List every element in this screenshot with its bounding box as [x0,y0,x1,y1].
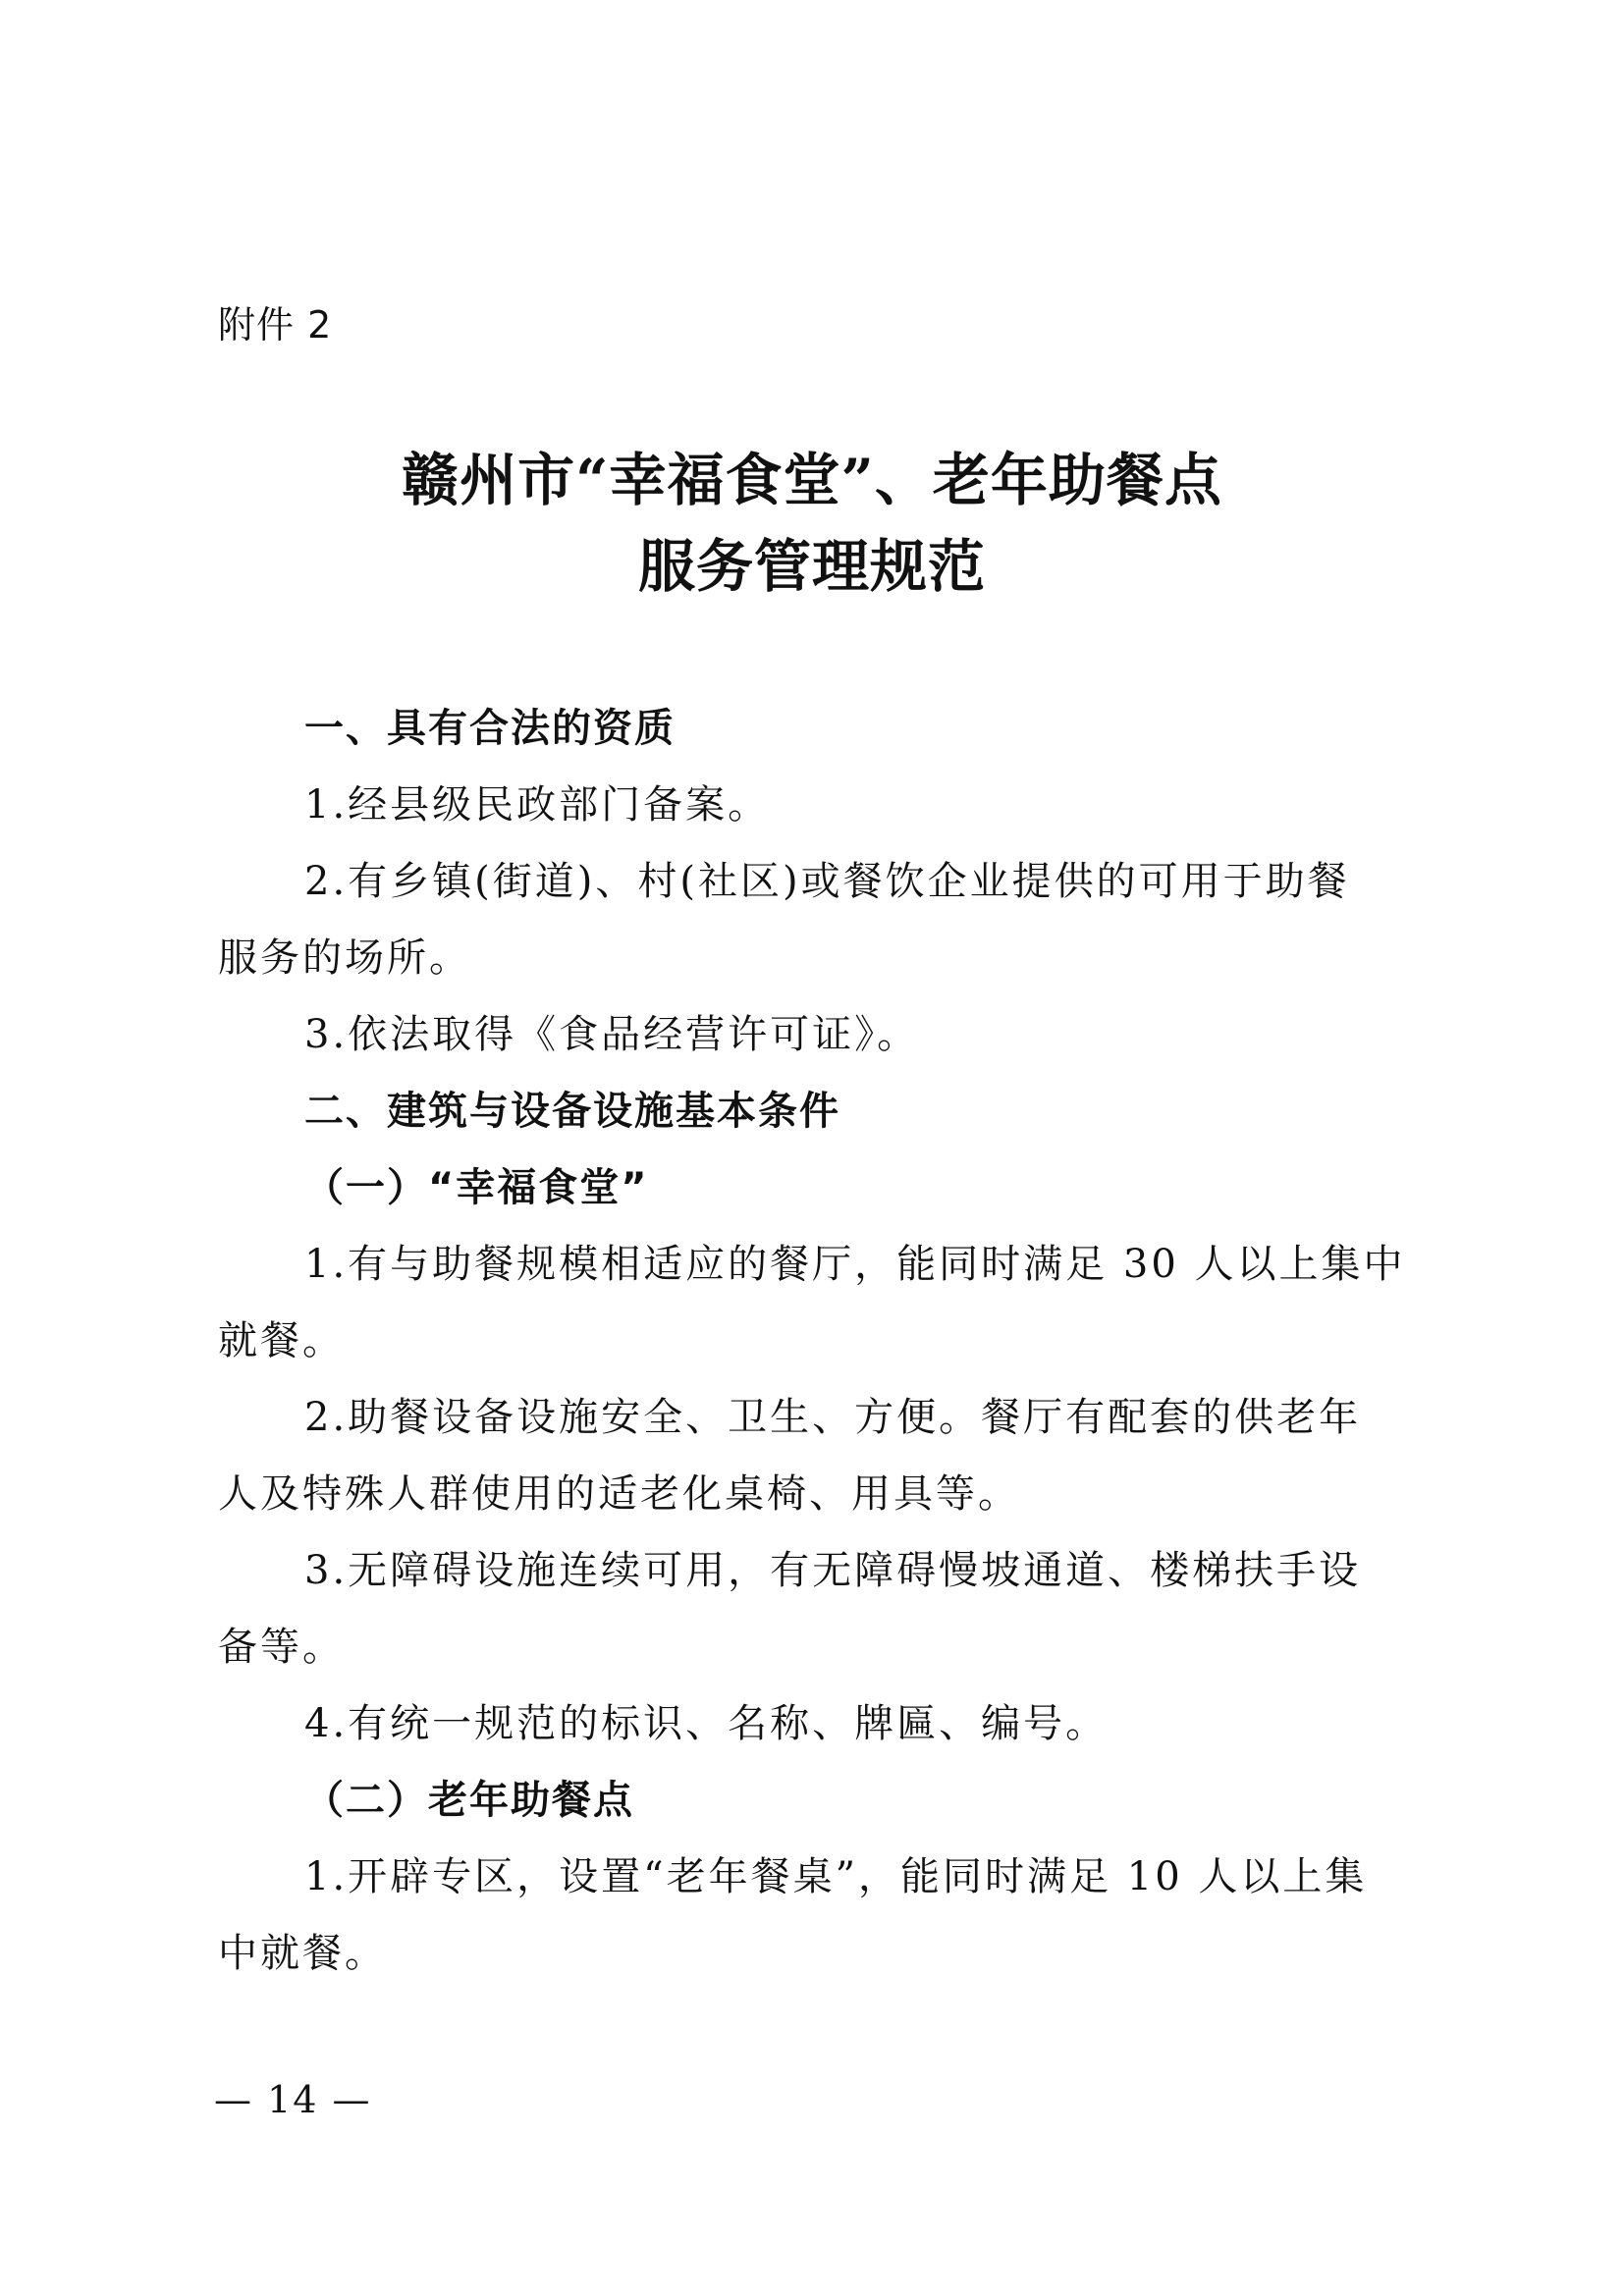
document-title-line-2: 服务管理规范 [637,533,986,600]
paragraph-line: 3.依法取得《食品经营许可证》。 [304,1012,920,1057]
subsection-heading-elderly-meal-point: （二）老年助餐点 [304,1778,634,1823]
paragraph-line: 3.无障碍设施连续可用，有无障碍慢坡通道、楼梯扶手设 [304,1548,1362,1593]
section-heading-qualification: 一、具有合法的资质 [304,706,676,751]
paragraph-line-continuation: 服务的场所。 [218,935,471,981]
paragraph-line: 1.有与助餐规模相适应的餐厅，能同时满足 30 人以上集中 [304,1242,1406,1287]
paragraph-line-continuation: 人及特殊人群使用的适老化桌椅、用具等。 [218,1471,1020,1517]
paragraph-line-continuation: 备等。 [218,1625,345,1670]
paragraph-line: 2.有乡镇(街道)、村(社区)或餐饮企业提供的可用于助餐 [304,859,1350,904]
paragraph-line-continuation: 就餐。 [218,1318,345,1363]
paragraph-line-continuation: 中就餐。 [218,1931,387,1976]
attachment-label: 附件 2 [218,303,333,347]
paragraph-line: 1.开辟专区，设置“老年餐桌”，能同时满足 10 人以上集 [304,1854,1368,1899]
document-body [218,690,1414,1992]
paragraph-line: 4.有统一规范的标识、名称、牌匾、编号。 [304,1701,1109,1746]
section-heading-facilities: 二、建筑与设备设施基本条件 [304,1089,840,1134]
page-number: — 14 — [214,2078,372,2121]
document-title-line-1: 赣州市“幸福食堂”、老年助餐点 [402,447,1222,513]
subsection-heading-happiness-canteen: （一）“幸福食堂” [304,1165,649,1210]
paragraph-line: 2.助餐设备设施安全、卫生、方便。餐厅有配套的供老年 [304,1395,1362,1440]
paragraph-line: 1.经县级民政部门备案。 [304,782,771,828]
